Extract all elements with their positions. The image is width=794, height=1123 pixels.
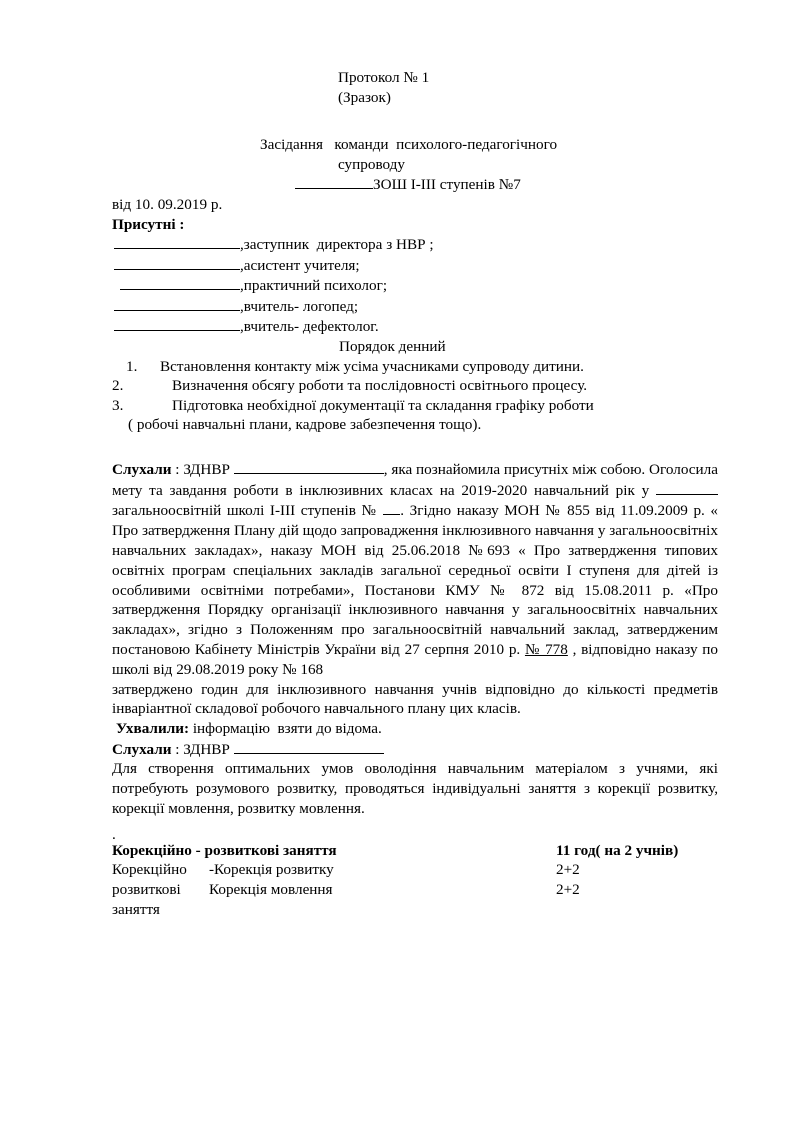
body-text-part2: загальноосвітній школі I-III ступенів № — [112, 502, 384, 520]
dot-marker: . — [112, 825, 116, 843]
table-cell-category: розвиткові заняття — [112, 880, 181, 918]
section-gap — [112, 435, 718, 453]
attendee-row — [114, 316, 718, 337]
attendee-row — [114, 296, 718, 317]
attendee-row — [114, 255, 718, 276]
heard-section-1 — [112, 459, 718, 680]
attendee-role: ,вчитель- логопед; — [240, 297, 359, 315]
attendee-name-blank — [114, 234, 240, 249]
approved-hours-paragraph — [112, 680, 718, 720]
table-row — [112, 880, 718, 919]
zdnvr-name-blank-2 — [234, 739, 384, 754]
school-name-blank — [295, 174, 373, 189]
attendee-name-blank — [114, 316, 240, 331]
body-text-part3: . Згідно наказу МОН № 855 від 11.09.2009 р. « Про затвердження Плану дій щодо запровадження інклюзивного навчання у загальноосвітніх навчальних закладах», наказу МОН від 25.06.2018 №693 « Про затвердження типових освітніх програм спеціальних закладів загальної середньої освіти I ступеня для дітей із особливими освітніми потребами», Постанови КМУ № 872 від 15.08.2011 р. «Про затвердження Порядку організації інклюзивного навчання у загальноосвітніх навчальних закладах», згідно з Положенням про загальноосвітній навчальний заклад, затвердженим постановою Кабінету Міністрів України від 27 серпня 2010 р. — [112, 502, 718, 658]
agenda-item-text: Підготовка необхідної документації та складання графіку роботи — [172, 396, 594, 414]
heard-role: : ЗДНВР — [171, 460, 234, 478]
body-text-part4: , відповідно наказу по школі від 29.08.2019 року № 168 — [112, 640, 718, 678]
attendee-role: ,асистент учителя; — [240, 256, 360, 274]
agenda-item-3 — [112, 396, 718, 416]
table-cell-category: Корекційно — [112, 861, 187, 879]
title-gap-2 — [112, 125, 718, 135]
meeting-heading-line1: Засідання команди психолого-педагогічного — [260, 136, 558, 154]
closing-paragraph — [112, 759, 718, 818]
agenda-item-1 — [112, 357, 718, 377]
attendee-name-blank — [114, 296, 240, 311]
approved-hours-text: затверджено годин для інклюзивного навчання учнів відповідно до кількості предметів інваріантної складової робочого навчального плану цих класів. — [112, 680, 718, 718]
agenda-item-number: 3. — [112, 396, 124, 414]
top-spacer-2 — [112, 18, 718, 32]
top-spacer — [112, 0, 718, 18]
table-cell-hours: 2+2 — [556, 880, 580, 898]
agenda-item-text: Визначення обсягу роботи та послідовності освітнього процесу. — [172, 377, 588, 395]
table-cell-session-type: Корекція мовлення — [209, 880, 333, 898]
school-designation: ЗОШ I-III ступенів №7 — [373, 176, 521, 194]
agenda-item-number: 2. — [112, 377, 124, 395]
resolved-row — [116, 719, 718, 739]
corrective-sessions-table — [112, 841, 718, 919]
table-header-title: Корекційно - розвиткові заняття — [112, 841, 337, 859]
table-cell-hours: 2+2 — [556, 861, 580, 879]
attendees-label: Присутні : — [112, 215, 185, 233]
heard-section-2-row — [112, 739, 718, 760]
closing-paragraph-text: Для створення оптимальних умов оволодіння навчальним матеріалом з учнями, які потребують розумового розвитку, проводяться індивідуальні заняття з корекції розвитку, корекції мовлення, розвитку мовлення. — [112, 760, 718, 817]
table-header-row — [112, 841, 718, 861]
meeting-heading-line2: супроводу — [338, 155, 405, 173]
decree-number: № 778 — [524, 640, 568, 658]
agenda-item-2 — [112, 376, 718, 396]
school-type-blank — [656, 480, 718, 495]
agenda-title: Порядок денний — [339, 337, 446, 355]
table-gap — [112, 819, 718, 829]
resolved-text: інформацію взяти до відома. — [189, 720, 382, 738]
attendee-name-blank — [114, 255, 240, 270]
attendee-role: ,заступник директора з НВР ; — [240, 236, 434, 254]
heard-label-2: Слухали — [112, 740, 172, 758]
table-header-hours: 11 год( на 2 учнів) — [556, 841, 679, 859]
body-text-part1: , яка познайомила присутніх між собою. Оголосила мету та завдання роботи в інклюзивних класах на 2019-2020 навчальний рік у — [112, 460, 718, 499]
top-spacer-4 — [112, 50, 718, 68]
table-cell-session-type: -Корекція розвитку — [209, 861, 334, 879]
resolved-label: Ухвалили: — [116, 720, 190, 738]
document-title-line2: (Зразок) — [338, 88, 391, 106]
school-number-blank — [383, 500, 400, 515]
attendee-row — [114, 275, 718, 296]
meeting-heading-line3 — [295, 174, 718, 195]
document-body — [112, 0, 718, 919]
attendee-row — [114, 234, 718, 255]
zdnvr-name-blank — [234, 459, 384, 474]
title-gap — [112, 107, 718, 125]
attendee-role: ,практичний психолог; — [240, 277, 388, 295]
attendee-name-blank — [120, 275, 240, 290]
table-row — [112, 860, 718, 880]
document-title-line1: Протокол № 1 — [338, 69, 430, 86]
document-date: від 10. 09.2019 р. — [112, 195, 223, 213]
agenda-item-number: 1. — [126, 357, 138, 375]
agenda-item-3-continuation: ( робочі навчальні плани, кадрове забезпечення тощо). — [128, 416, 482, 434]
top-spacer-3 — [112, 32, 718, 50]
heard-label: Слухали — [112, 460, 172, 478]
attendee-role: ,вчитель- дефектолог. — [240, 318, 379, 336]
agenda-item-text: Встановлення контакту між усіма учасниками супроводу дитини. — [160, 357, 584, 375]
heard-role-2: : ЗДНВР — [171, 740, 234, 758]
